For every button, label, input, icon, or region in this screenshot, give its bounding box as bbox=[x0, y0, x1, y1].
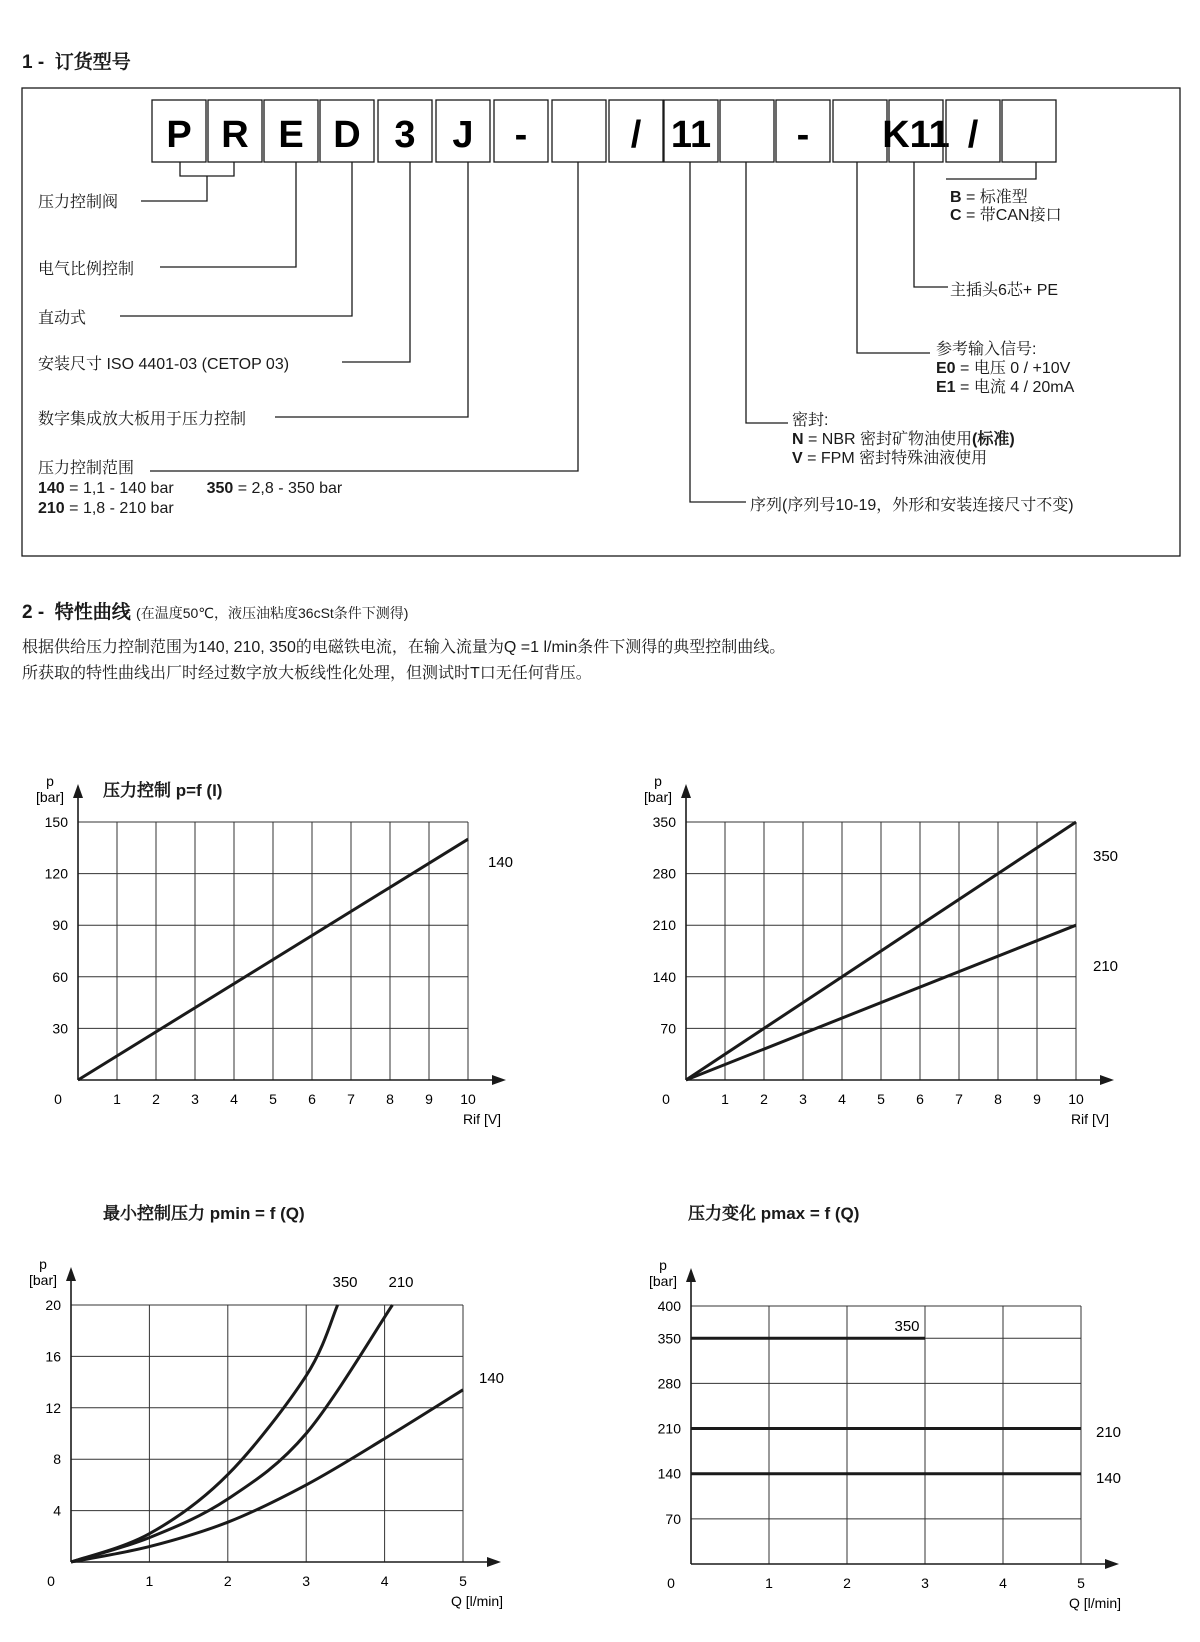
range-210-code: 210 bbox=[38, 500, 65, 517]
x-tick-label-7: 7 bbox=[955, 1091, 963, 1107]
y-axis-unit: [bar] bbox=[643, 789, 673, 805]
code-box-4 bbox=[320, 100, 374, 162]
x-tick-label-4: 4 bbox=[230, 1091, 238, 1107]
y-tick-label-30: 30 bbox=[52, 1020, 68, 1037]
section2-heading bbox=[22, 597, 408, 624]
x-axis-label: Q [l/min] bbox=[1068, 1595, 1122, 1611]
section2-number: 2 - bbox=[22, 602, 45, 623]
y-axis-arrow bbox=[66, 1267, 76, 1281]
x-tick-label-1: 1 bbox=[113, 1091, 121, 1107]
chart3-title: 最小控制压力 pmin = f (Q) bbox=[103, 1204, 305, 1223]
code-box-char-2: R bbox=[221, 114, 249, 156]
y-tick-label-210: 210 bbox=[657, 1420, 681, 1437]
range-140-code: 140 bbox=[38, 480, 65, 497]
range-140-text: = 1,1 - 140 bar bbox=[64, 480, 174, 497]
code-box-13 bbox=[833, 100, 887, 162]
x-tick-label-4: 4 bbox=[380, 1573, 389, 1589]
code-box-12 bbox=[776, 100, 830, 162]
chart-pressure-variation bbox=[600, 1245, 1160, 1620]
x-axis-arrow bbox=[487, 1557, 501, 1567]
code-box-5 bbox=[378, 100, 432, 162]
label-electric-proportional: 电气比例控制 bbox=[38, 261, 135, 278]
x-tick-label-5: 5 bbox=[1077, 1575, 1085, 1591]
code-box-char-1: P bbox=[166, 114, 192, 156]
y-axis-symbol: p bbox=[39, 1256, 47, 1272]
x-tick-label-5: 5 bbox=[269, 1091, 277, 1107]
range-350-code: 350 bbox=[206, 480, 234, 497]
x-axis-label: Q [l/min] bbox=[450, 1593, 504, 1609]
ref-title: 参考输入信号: bbox=[936, 341, 1037, 358]
x-tick-label-3: 3 bbox=[191, 1091, 199, 1107]
code-box-char-4: D bbox=[333, 114, 361, 156]
code-box-1 bbox=[152, 100, 206, 162]
x-axis-arrow bbox=[1105, 1559, 1119, 1569]
series-line-140 bbox=[71, 1390, 463, 1562]
x-tick-label-2: 2 bbox=[843, 1575, 851, 1591]
x-tick-label-6: 6 bbox=[308, 1091, 316, 1107]
x-tick-label-8: 8 bbox=[994, 1091, 1002, 1107]
origin-label: 0 bbox=[667, 1575, 675, 1591]
x-tick-label-5: 5 bbox=[877, 1091, 885, 1107]
ref-e0-code: E0 bbox=[936, 360, 956, 377]
section2-title: 特性曲线 bbox=[54, 602, 131, 623]
ref-e1-code: E1 bbox=[936, 379, 956, 396]
x-tick-label-1: 1 bbox=[765, 1575, 773, 1591]
code-box-7 bbox=[494, 100, 548, 162]
code-box-char-14: K11 bbox=[882, 114, 950, 156]
variant-b-text: = 标准型 bbox=[961, 189, 1028, 206]
code-box-char-5: 3 bbox=[394, 114, 416, 156]
code-box-3 bbox=[264, 100, 318, 162]
y-tick-label-140: 140 bbox=[657, 1465, 681, 1482]
y-axis-arrow bbox=[73, 784, 83, 798]
y-tick-label-70: 70 bbox=[665, 1510, 681, 1527]
y-tick-label-280: 280 bbox=[657, 1375, 681, 1392]
y-tick-label-400: 400 bbox=[657, 1298, 681, 1314]
code-box-11 bbox=[720, 100, 774, 162]
y-tick-label-120: 120 bbox=[44, 865, 68, 882]
x-tick-label-6: 6 bbox=[916, 1091, 924, 1107]
label-main-plug: 主插头6芯+ PE bbox=[950, 282, 1059, 299]
series-label-350: 350 bbox=[1093, 848, 1119, 865]
x-tick-label-2: 2 bbox=[223, 1573, 232, 1589]
range-title: 压力控制范围 bbox=[38, 460, 135, 477]
chart4-title: 压力变化 pmax = f (Q) bbox=[688, 1204, 860, 1223]
chart-min-pressure bbox=[0, 1245, 560, 1620]
section2-subtitle: (在温度50℃，液压油粘度36cSt条件下测得) bbox=[136, 605, 409, 621]
x-axis-arrow bbox=[1100, 1075, 1114, 1085]
x-axis-arrow bbox=[492, 1075, 506, 1085]
seal-title: 密封: bbox=[792, 412, 829, 429]
code-box-char-9: / bbox=[630, 114, 642, 156]
x-tick-label-8: 8 bbox=[386, 1091, 394, 1107]
range-350-text: = 2,8 - 350 bar bbox=[233, 480, 343, 497]
origin-label: 0 bbox=[47, 1573, 55, 1589]
seal-v-code: V bbox=[792, 450, 803, 467]
code-box-9 bbox=[609, 100, 663, 162]
series-label-350: 350 bbox=[332, 1274, 358, 1291]
y-tick-label-90: 90 bbox=[52, 917, 68, 934]
y-tick-label-150: 150 bbox=[44, 814, 68, 830]
y-tick-label-350: 350 bbox=[657, 1330, 681, 1347]
y-tick-label-8: 8 bbox=[53, 1451, 61, 1468]
seal-n-standard: (标准) bbox=[972, 431, 1015, 448]
variant-b-code: B bbox=[950, 189, 962, 206]
code-box-8 bbox=[552, 100, 606, 162]
x-tick-label-7: 7 bbox=[347, 1091, 355, 1107]
x-tick-label-3: 3 bbox=[799, 1091, 807, 1107]
x-tick-label-4: 4 bbox=[999, 1575, 1007, 1591]
x-tick-label-3: 3 bbox=[921, 1575, 929, 1591]
x-tick-label-1: 1 bbox=[721, 1091, 729, 1107]
y-tick-label-60: 60 bbox=[52, 968, 68, 985]
label-direct-acting: 直动式 bbox=[38, 310, 87, 327]
x-tick-label-10: 10 bbox=[1068, 1091, 1084, 1107]
range-row-1 bbox=[38, 479, 342, 499]
y-axis-symbol: p bbox=[654, 773, 662, 789]
code-boxes bbox=[152, 100, 1056, 162]
variant-c-code: C bbox=[950, 207, 962, 224]
code-box-char-15: / bbox=[967, 114, 979, 156]
label-mounting: 安装尺寸 ISO 4401-03 (CETOP 03) bbox=[38, 356, 290, 373]
y-tick-label-280: 280 bbox=[652, 865, 676, 882]
code-box-6 bbox=[436, 100, 490, 162]
series-label-140: 140 bbox=[1096, 1470, 1122, 1487]
x-tick-label-1: 1 bbox=[145, 1573, 154, 1589]
section1-number: 1 - bbox=[22, 52, 45, 73]
x-tick-label-3: 3 bbox=[302, 1573, 311, 1589]
variant-c-text: = 带CAN接口 bbox=[961, 207, 1062, 224]
seal-v-text: = FPM 密封特殊油液使用 bbox=[802, 450, 988, 467]
x-tick-label-10: 10 bbox=[460, 1091, 476, 1107]
code-box-10 bbox=[664, 100, 718, 162]
code-box-char-6: J bbox=[452, 114, 474, 156]
description-line-1: 根据供给压力控制范围为140, 210, 350的电磁铁电流，在输入流量为Q =1 l/min条件下测得的典型控制曲线。 bbox=[22, 639, 786, 656]
y-tick-label-16: 16 bbox=[45, 1348, 61, 1365]
chart1-title: 压力控制 p=f (I) bbox=[103, 781, 223, 800]
code-box-char-7: - bbox=[514, 114, 528, 156]
y-tick-label-20: 20 bbox=[45, 1297, 61, 1313]
section2-description bbox=[22, 635, 785, 687]
code-box-char-3: E bbox=[278, 114, 304, 156]
grid bbox=[71, 1305, 463, 1562]
label-variant bbox=[950, 189, 1062, 225]
chart-pressure-control-350-210 bbox=[600, 773, 1160, 1175]
code-box-char-10: 11 bbox=[670, 114, 712, 156]
x-axis-label: Rif [V] bbox=[1070, 1111, 1110, 1127]
series-label-350: 350 bbox=[894, 1318, 920, 1335]
series-line-210 bbox=[71, 1305, 392, 1562]
grid bbox=[78, 822, 468, 1080]
label-seal bbox=[792, 411, 1015, 468]
code-box-15 bbox=[946, 100, 1000, 162]
series-label-140: 140 bbox=[488, 854, 514, 871]
grid bbox=[691, 1306, 1081, 1564]
series-label-210: 210 bbox=[1096, 1424, 1122, 1441]
y-tick-label-4: 4 bbox=[53, 1502, 61, 1519]
x-tick-label-4: 4 bbox=[838, 1091, 846, 1107]
section1-title: 订货型号 bbox=[54, 52, 131, 73]
label-pressure-valve: 压力控制阀 bbox=[38, 194, 119, 211]
y-axis-arrow bbox=[681, 784, 691, 798]
y-axis-unit: [bar] bbox=[35, 789, 65, 805]
description-line-2: 所获取的特性曲线出厂时经过数字放大板线性化处理，但测试时T口无任何背压。 bbox=[22, 665, 592, 682]
origin-label: 0 bbox=[54, 1091, 62, 1107]
y-tick-label-350: 350 bbox=[652, 814, 676, 830]
y-tick-label-210: 210 bbox=[652, 917, 676, 934]
label-pressure-range bbox=[38, 459, 342, 519]
range-row-2 bbox=[38, 499, 342, 519]
seal-n-code: N bbox=[792, 431, 804, 448]
code-box-2 bbox=[208, 100, 262, 162]
y-axis-symbol: p bbox=[46, 773, 54, 789]
label-digital-amplifier: 数字集成放大板用于压力控制 bbox=[38, 411, 247, 428]
x-tick-label-5: 5 bbox=[459, 1573, 467, 1589]
y-axis-symbol: p bbox=[659, 1257, 667, 1273]
y-tick-label-12: 12 bbox=[45, 1399, 61, 1416]
code-box-char-12: - bbox=[796, 114, 810, 156]
seal-n-text: = NBR 密封矿物油使用 bbox=[803, 431, 973, 448]
y-axis-unit: [bar] bbox=[28, 1272, 58, 1288]
series-label-210: 210 bbox=[388, 1274, 414, 1291]
y-axis-unit: [bar] bbox=[648, 1273, 678, 1289]
range-210-text: = 1,8 - 210 bar bbox=[64, 500, 174, 517]
x-tick-label-2: 2 bbox=[760, 1091, 768, 1107]
series-label-210: 210 bbox=[1093, 958, 1119, 975]
series-label-140: 140 bbox=[479, 1370, 505, 1387]
x-tick-label-9: 9 bbox=[425, 1091, 433, 1107]
x-axis-label: Rif [V] bbox=[462, 1111, 502, 1127]
y-axis-arrow bbox=[686, 1268, 696, 1282]
origin-label: 0 bbox=[662, 1091, 670, 1107]
label-reference-signal bbox=[936, 340, 1074, 397]
ref-e0-text: = 电压 0 / +10V bbox=[955, 360, 1071, 377]
code-box-16 bbox=[1002, 100, 1056, 162]
x-tick-label-9: 9 bbox=[1033, 1091, 1041, 1107]
ref-e1-text: = 电流 4 / 20mA bbox=[955, 379, 1075, 396]
series-line-350 bbox=[71, 1305, 338, 1562]
code-box-14 bbox=[882, 100, 950, 162]
label-series: 序列(序列号10-19，外形和安装连接尺寸不变) bbox=[750, 497, 1074, 514]
y-tick-label-70: 70 bbox=[660, 1020, 676, 1037]
x-tick-label-2: 2 bbox=[152, 1091, 160, 1107]
y-tick-label-140: 140 bbox=[652, 968, 676, 985]
